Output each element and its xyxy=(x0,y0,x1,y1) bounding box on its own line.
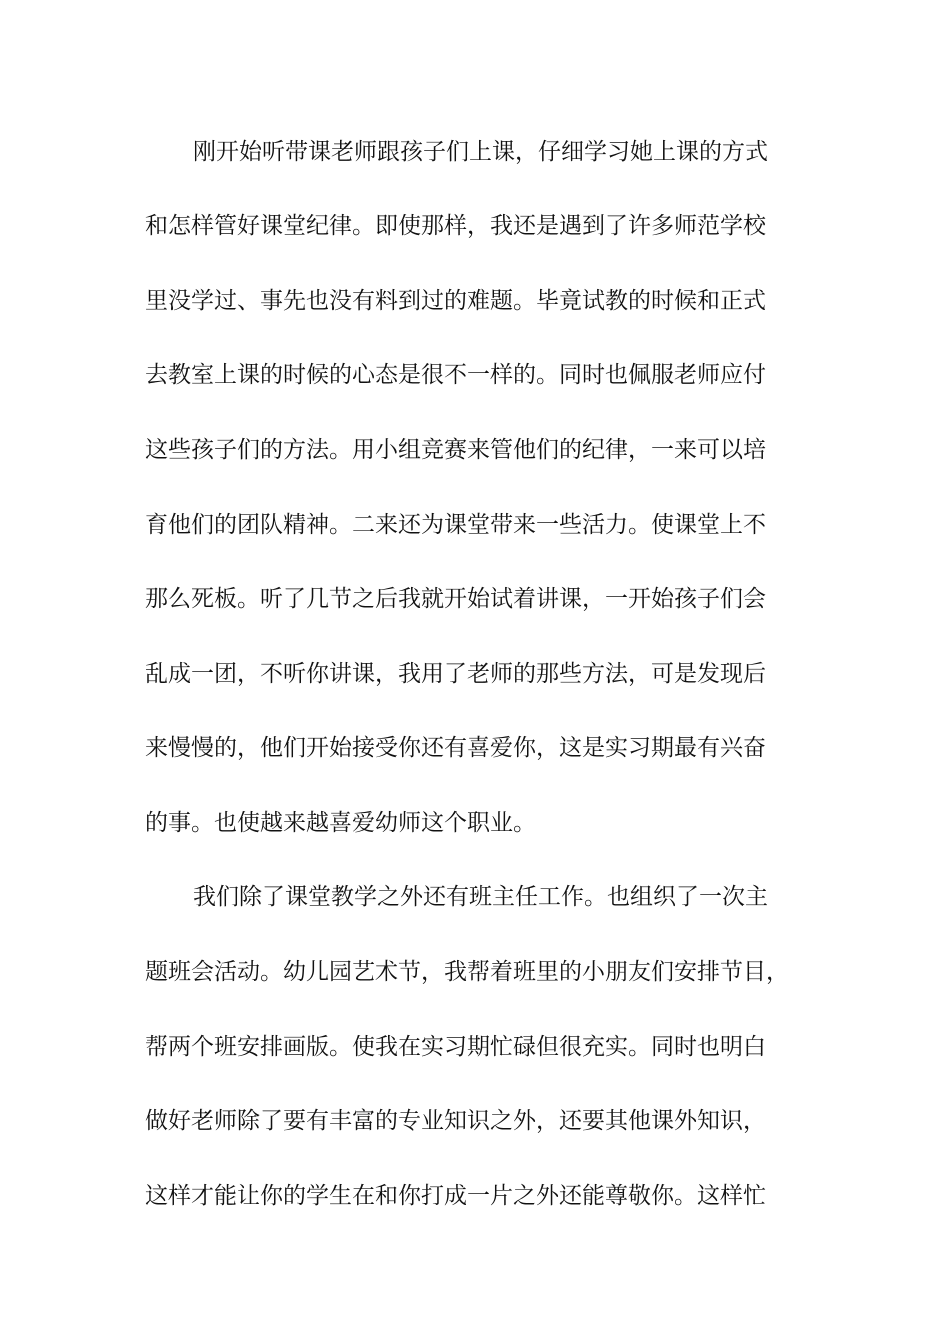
paragraph-1-line-9: 来慢慢的，他们开始接受你还有喜爱你，这是实习期最有兴奋 xyxy=(145,735,766,761)
paragraph-1-line-4: 去教室上课的时候的心态是很不一样的。同时也佩服老师应付 xyxy=(145,362,766,388)
paragraph-2-line-5: 这样才能让你的学生在和你打成一片之外还能尊敬你。这样忙 xyxy=(145,1183,766,1209)
paragraph-1-line-7: 那么死板。听了几节之后我就开始试着讲课，一开始孩子们会 xyxy=(145,586,766,612)
paragraph-2-line-2: 题班会活动。幼儿园艺术节，我帮着班里的小朋友们安排节目， xyxy=(145,959,789,985)
paragraph-1-line-2: 和怎样管好课堂纪律。即使那样，我还是遇到了许多师范学校 xyxy=(145,213,766,239)
paragraph-1-line-10: 的事。也使越来越喜爱幼师这个职业。 xyxy=(145,810,536,836)
paragraph-2-line-4: 做好老师除了要有丰富的专业知识之外，还要其他课外知识， xyxy=(145,1108,766,1134)
paragraph-1-line-1: 刚开始听带课老师跟孩子们上课，仔细学习她上课的方式 xyxy=(193,139,768,165)
paragraph-1-line-6: 育他们的团队精神。二来还为课堂带来一些活力。使课堂上不 xyxy=(145,512,766,538)
paragraph-1-line-5: 这些孩子们的方法。用小组竞赛来管他们的纪律，一来可以培 xyxy=(145,437,766,463)
paragraph-1-line-3: 里没学过、事先也没有料到过的难题。毕竟试教的时候和正式 xyxy=(145,288,766,314)
paragraph-2-line-1: 我们除了课堂教学之外还有班主任工作。也组织了一次主 xyxy=(193,884,768,910)
paragraph-1-line-8: 乱成一团，不听你讲课，我用了老师的那些方法，可是发现后 xyxy=(145,661,766,687)
paragraph-2-line-3: 帮两个班安排画版。使我在实习期忙碌但很充实。同时也明白 xyxy=(145,1034,766,1060)
